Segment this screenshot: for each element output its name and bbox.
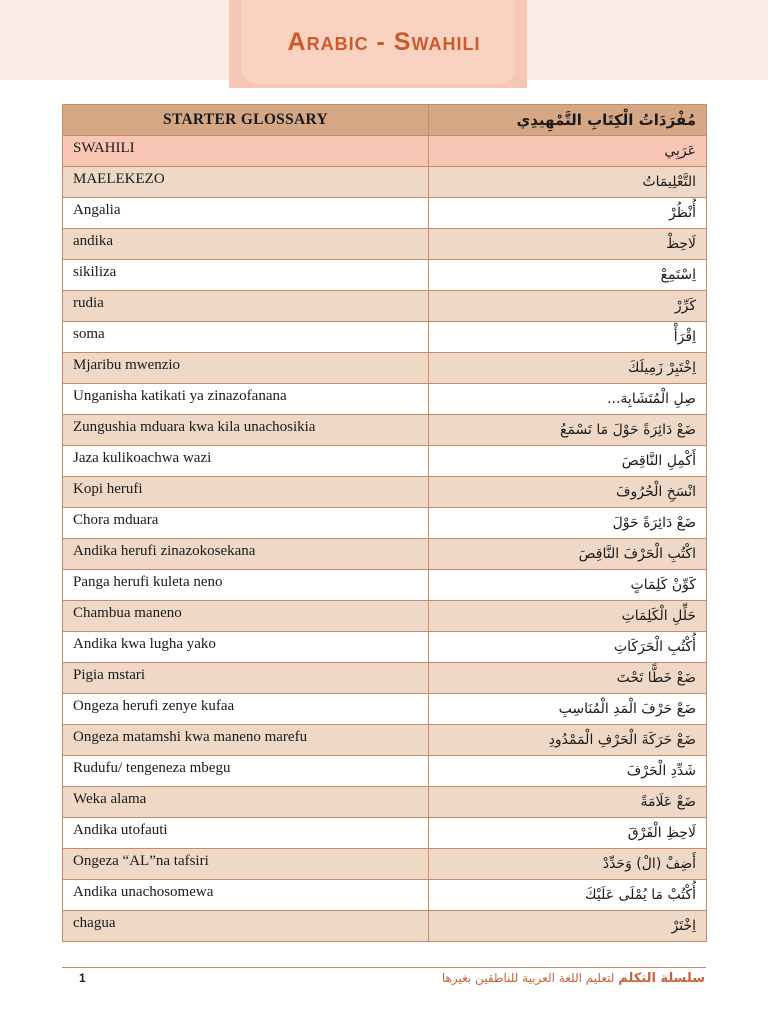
swahili-term: Weka alama bbox=[63, 787, 429, 818]
arabic-term: التَّعْلِيمَاتُ bbox=[429, 167, 707, 198]
swahili-term: andika bbox=[63, 229, 429, 260]
arabic-term: لَاحِظْ bbox=[429, 229, 707, 260]
swahili-term: Mjaribu mwenzio bbox=[63, 353, 429, 384]
series-subtitle: لتعليم اللغة العربية للناطقين بغيرها bbox=[441, 971, 615, 985]
swahili-term: Angalia bbox=[63, 198, 429, 229]
table-row bbox=[63, 167, 707, 198]
swahili-term: MAELEKEZO bbox=[63, 167, 429, 198]
header-swahili: STARTER GLOSSARY bbox=[63, 105, 429, 136]
table-row bbox=[63, 694, 707, 725]
swahili-term: Kopi herufi bbox=[63, 477, 429, 508]
arabic-term: أَكْمِلِ النَّاقِصَ bbox=[429, 446, 707, 477]
table-row bbox=[63, 508, 707, 539]
swahili-term: Jaza kulikoachwa wazi bbox=[63, 446, 429, 477]
table-row bbox=[63, 229, 707, 260]
swahili-term: Chora mduara bbox=[63, 508, 429, 539]
arabic-term: أَضِفْ (الْ) وَحَدِّدْ bbox=[429, 849, 707, 880]
swahili-term: Zungushia mduara kwa kila unachosikia bbox=[63, 415, 429, 446]
arabic-term: كَرِّرْ bbox=[429, 291, 707, 322]
swahili-term: sikiliza bbox=[63, 260, 429, 291]
arabic-term: ضَعْ عَلَامَةً bbox=[429, 787, 707, 818]
swahili-term: Unganisha katikati ya zinazofanana bbox=[63, 384, 429, 415]
table-row bbox=[63, 849, 707, 880]
table-row bbox=[63, 632, 707, 663]
table-row bbox=[63, 725, 707, 756]
page-number: 1 bbox=[79, 971, 86, 985]
swahili-term: Pigia mstari bbox=[63, 663, 429, 694]
header-arabic: مُفْرَدَاتُ الْكِتَابِ التَّمْهِيدِي bbox=[429, 105, 707, 136]
table-row bbox=[63, 260, 707, 291]
swahili-term: Andika utofauti bbox=[63, 818, 429, 849]
table-row bbox=[63, 322, 707, 353]
table-row bbox=[63, 415, 707, 446]
arabic-term: انْسَخِ الْحُرُوفَ bbox=[429, 477, 707, 508]
swahili-term: Andika kwa lugha yako bbox=[63, 632, 429, 663]
swahili-term: Ongeza herufi zenye kufaa bbox=[63, 694, 429, 725]
arabic-term: اِسْتَمِعْ bbox=[429, 260, 707, 291]
arabic-term: لَاحِظِ الْفَرْقَ bbox=[429, 818, 707, 849]
arabic-term: ضَعْ خَطًّا تَحْتَ bbox=[429, 663, 707, 694]
arabic-term: عَرَبِي bbox=[429, 136, 707, 167]
table-row bbox=[63, 198, 707, 229]
swahili-term: Rudufu/ tengeneza mbegu bbox=[63, 756, 429, 787]
swahili-term: Panga herufi kuleta neno bbox=[63, 570, 429, 601]
arabic-term: اِخْتَرْ bbox=[429, 911, 707, 942]
table-row bbox=[63, 756, 707, 787]
arabic-term: اِخْتَبِرْ زَمِيلَكَ bbox=[429, 353, 707, 384]
arabic-term: صِلِ الْمُتَشَابِهَ... bbox=[429, 384, 707, 415]
table-row bbox=[63, 446, 707, 477]
table-row bbox=[63, 353, 707, 384]
arabic-term: أُكْتُبْ مَا يُمْلَى عَلَيْكَ bbox=[429, 880, 707, 911]
table-row bbox=[63, 384, 707, 415]
swahili-term: Andika herufi zinazokosekana bbox=[63, 539, 429, 570]
series-name: سلسلة التكلم bbox=[618, 971, 705, 986]
series-title bbox=[442, 971, 705, 986]
table-row bbox=[63, 787, 707, 818]
table-row bbox=[63, 601, 707, 632]
swahili-term: soma bbox=[63, 322, 429, 353]
table-row bbox=[63, 818, 707, 849]
arabic-term: اِقْرَأْ bbox=[429, 322, 707, 353]
footer-divider bbox=[62, 967, 706, 968]
swahili-term: Ongeza “AL”na tafsiri bbox=[63, 849, 429, 880]
table-row bbox=[63, 291, 707, 322]
arabic-term: اكْتُبِ الْحَرْفَ النَّاقِصَ bbox=[429, 539, 707, 570]
table-row bbox=[63, 663, 707, 694]
swahili-term: SWAHILI bbox=[63, 136, 429, 167]
arabic-term: ضَعْ حَرَكَةَ الْحَرْفِ الْمَمْدُودِ bbox=[429, 725, 707, 756]
table-row bbox=[63, 136, 707, 167]
swahili-term: Andika unachosomewa bbox=[63, 880, 429, 911]
arabic-term: ضَعْ دَائِرَةً حَوْلَ bbox=[429, 508, 707, 539]
arabic-term: حَلِّلِ الْكَلِمَاتِ bbox=[429, 601, 707, 632]
arabic-term: ضَعْ حَرْفَ الْمَدِ الْمُنَاسِبِ bbox=[429, 694, 707, 725]
arabic-term: أُكْتُبِ الْحَرَكَاتِ bbox=[429, 632, 707, 663]
table-row bbox=[63, 911, 707, 942]
swahili-term: chagua bbox=[63, 911, 429, 942]
arabic-term: شَدِّدِ الْحَرْفَ bbox=[429, 756, 707, 787]
glossary-body bbox=[63, 136, 707, 942]
table-row bbox=[63, 880, 707, 911]
swahili-term: Ongeza matamshi kwa maneno marefu bbox=[63, 725, 429, 756]
arabic-term: ضَعْ دَائِرَةً حَوْلَ مَا تَسْمَعُ bbox=[429, 415, 707, 446]
arabic-term: أُنْظُرْ bbox=[429, 198, 707, 229]
swahili-term: rudia bbox=[63, 291, 429, 322]
arabic-term: كَوِّنْ كَلِمَاتٍ bbox=[429, 570, 707, 601]
table-row bbox=[63, 570, 707, 601]
table-row bbox=[63, 477, 707, 508]
document-title: Arabic - Swahili bbox=[287, 28, 481, 56]
swahili-term: Chambua maneno bbox=[63, 601, 429, 632]
table-header-row bbox=[63, 105, 707, 136]
glossary-table bbox=[62, 104, 707, 942]
table-row bbox=[63, 539, 707, 570]
